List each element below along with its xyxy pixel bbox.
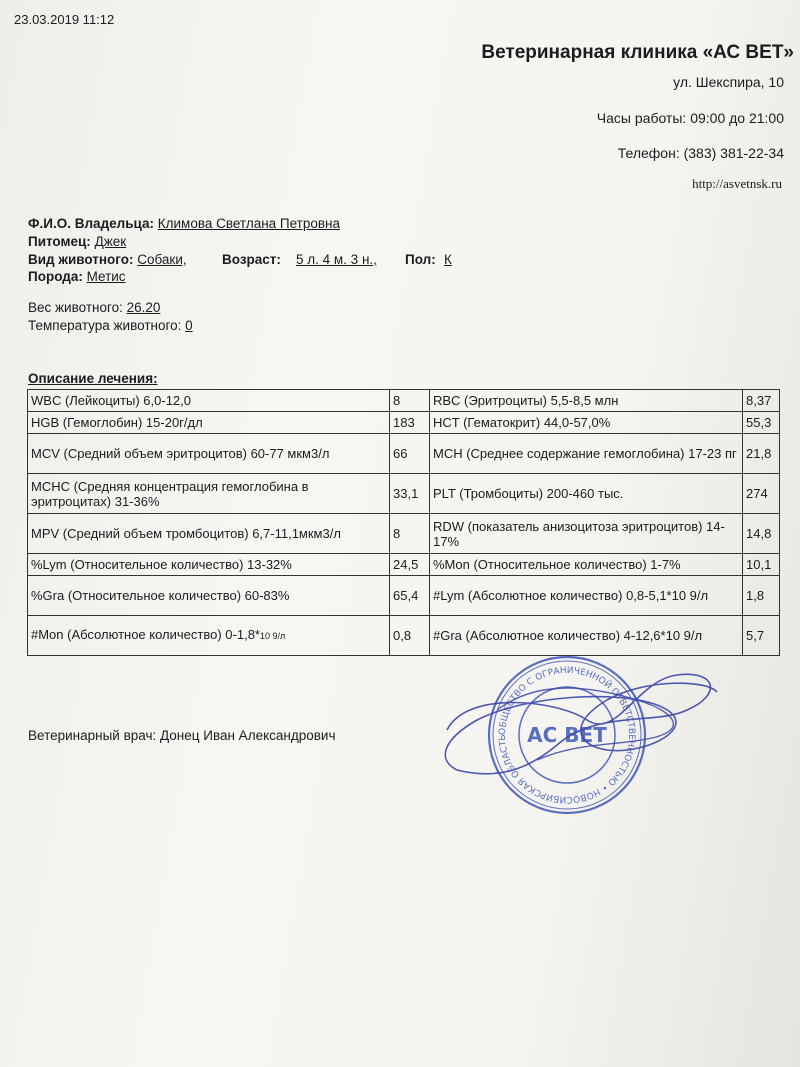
age-label: Возраст: bbox=[222, 252, 281, 267]
pet-label: Питомец: bbox=[28, 234, 91, 249]
test-name: %Gra (Относительное количество) 60-83% bbox=[28, 576, 390, 616]
print-timestamp: 23.03.2019 11:12 bbox=[14, 12, 115, 27]
test-name: MCV (Средний объем эритроцитов) 60-77 мкм3/л bbox=[28, 434, 390, 474]
stamp-center-text: АС ВЕТ bbox=[527, 723, 607, 747]
stamp-graphic bbox=[437, 650, 737, 820]
temperature-value: 0 bbox=[185, 318, 193, 333]
doctor-signature-line: Ветеринарный врач: Донец Иван Александрович bbox=[28, 728, 336, 743]
test-value: 8,37 bbox=[743, 390, 780, 412]
test-value: 24,5 bbox=[390, 554, 430, 576]
test-name: PLT (Тромбоциты) 200-460 тыс. bbox=[430, 474, 743, 514]
clinic-hours: Часы работы: 09:00 до 21:00 bbox=[596, 110, 784, 126]
blood-test-table bbox=[27, 389, 780, 656]
test-name: #Lym (Абсолютное количество) 0,8-5,1*10 9/л bbox=[430, 576, 743, 616]
stamp-ring-text: ОБЩЕСТВО С ОГРАНИЧЕННОЙ ОТВЕТСТВЕННОСТЬЮ • НОВОСИБИРСКАЯ ОБЛАСТЬ bbox=[497, 665, 637, 805]
test-value: 14,8 bbox=[743, 514, 780, 554]
test-name: RDW (показатель анизоцитоза эритроцитов) 14-17% bbox=[430, 514, 743, 554]
clinic-website: http://asvetnsk.ru bbox=[692, 176, 782, 191]
breed-label: Порода: bbox=[28, 269, 83, 284]
test-value: 183 bbox=[390, 412, 430, 434]
test-value: 55,3 bbox=[743, 412, 780, 434]
table-row bbox=[28, 554, 780, 576]
test-value: 1,8 bbox=[743, 576, 780, 616]
test-name: %Lym (Относительное количество) 13-32% bbox=[28, 554, 390, 576]
test-value: 33,1 bbox=[390, 474, 430, 514]
test-name: RBC (Эритроциты) 5,5-8,5 млн bbox=[430, 390, 743, 412]
species-line bbox=[28, 252, 187, 267]
test-value: 274 bbox=[743, 474, 780, 514]
breed-value: Метис bbox=[86, 269, 126, 284]
sex-value: К bbox=[444, 252, 452, 267]
temperature-label: Температура животного: bbox=[28, 318, 182, 333]
table-row bbox=[28, 474, 780, 514]
test-value: 21,8 bbox=[743, 434, 780, 474]
test-name: HCT (Гематокрит) 44,0-57,0% bbox=[430, 412, 743, 434]
table-row bbox=[28, 514, 780, 554]
owner-value: Климова Светлана Петровна bbox=[157, 216, 341, 231]
test-name: MCH (Среднее содержание гемоглобина) 17-23 пг bbox=[430, 434, 743, 474]
breed-line bbox=[28, 269, 126, 284]
test-value: 8 bbox=[390, 514, 430, 554]
table-row bbox=[28, 434, 780, 474]
test-value: 5,7 bbox=[743, 616, 780, 656]
test-name: WBC (Лейкоциты) 6,0-12,0 bbox=[28, 390, 390, 412]
clinic-address: ул. Шекспира, 10 bbox=[673, 74, 784, 90]
unit-subscript: 10 9/л bbox=[259, 631, 286, 641]
weight-line bbox=[28, 300, 160, 315]
sex-label: Пол: bbox=[405, 252, 436, 267]
weight-value: 26.20 bbox=[126, 300, 161, 315]
table-row bbox=[28, 390, 780, 412]
test-value: 66 bbox=[390, 434, 430, 474]
weight-label: Вес животного: bbox=[28, 300, 123, 315]
age-value: 5 л. 4 м. 3 н., bbox=[296, 252, 377, 267]
test-name bbox=[28, 616, 390, 656]
test-value: 10,1 bbox=[743, 554, 780, 576]
test-value: 8 bbox=[390, 390, 430, 412]
test-name: MPV (Средний объем тромбоцитов) 6,7-11,1мкм3/л bbox=[28, 514, 390, 554]
test-value: 0,8 bbox=[390, 616, 430, 656]
test-value: 65,4 bbox=[390, 576, 430, 616]
clinic-name: Ветеринарная клиника «АС ВЕТ» bbox=[481, 42, 794, 63]
table-row bbox=[28, 412, 780, 434]
clinic-phone: Телефон: (383) 381-22-34 bbox=[617, 145, 784, 161]
table-row bbox=[28, 576, 780, 616]
test-name: %Mon (Относительное количество) 1-7% bbox=[430, 554, 743, 576]
owner-line bbox=[28, 216, 340, 231]
temperature-line bbox=[28, 318, 193, 333]
test-name-text: #Mon (Абсолютное количество) 0-1,8* bbox=[31, 627, 260, 642]
test-name: HGB (Гемоглобин) 15-20г/дл bbox=[28, 412, 390, 434]
pet-value: Джек bbox=[94, 234, 127, 249]
species-value: Собаки, bbox=[137, 252, 187, 267]
species-label: Вид животного: bbox=[28, 252, 134, 267]
pet-line bbox=[28, 234, 126, 249]
treatment-heading: Описание лечения: bbox=[28, 371, 158, 386]
test-name: #Gra (Абсолютное количество) 4-12,6*10 9/л bbox=[430, 616, 743, 656]
clinic-stamp bbox=[437, 650, 737, 820]
test-name: MCHC (Средняя концентрация гемоглобина в эритроцитах) 31-36% bbox=[28, 474, 390, 514]
owner-label: Ф.И.О. Владельца: bbox=[28, 216, 154, 231]
